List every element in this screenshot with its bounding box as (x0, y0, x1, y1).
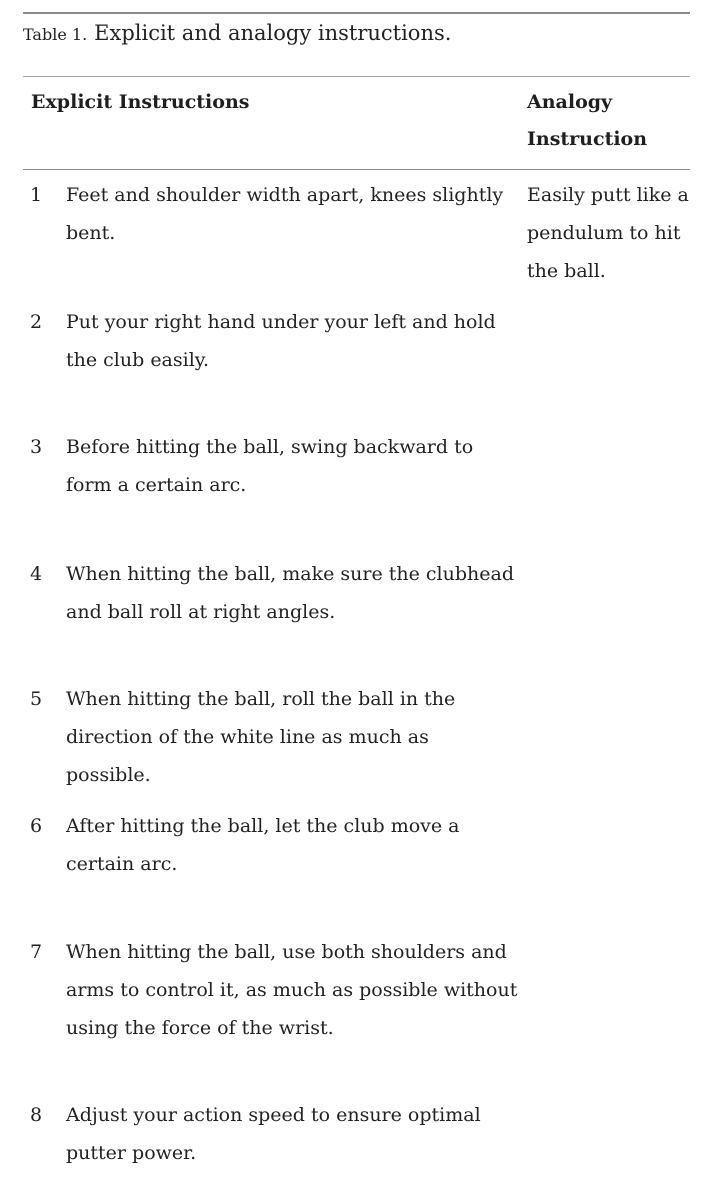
row-number: 2 (30, 311, 43, 333)
row-number: 4 (30, 563, 43, 585)
table-header-rule (23, 76, 690, 77)
row-explicit-instruction: Feet and shoulder width apart, knees slightly bent. (66, 184, 504, 244)
row-explicit-instruction: When hitting the ball, use both shoulders and arms to control it, as much as possible without using the force of the wrist. (66, 941, 518, 1039)
row-explicit-instruction: After hitting the ball, let the club move a certain arc. (66, 815, 460, 875)
row-number: 8 (30, 1104, 43, 1126)
row-explicit-instruction: When hitting the ball, roll the ball in the direction of the white line as much as possible. (66, 688, 456, 786)
table-top-rule (23, 12, 690, 14)
table-caption-text: Explicit and analogy instructions. (94, 21, 452, 45)
row-number: 7 (30, 941, 43, 963)
table-caption-label: Table 1. (23, 25, 88, 44)
table-body-rule (23, 169, 690, 170)
table-caption (23, 18, 451, 50)
row-number: 3 (30, 436, 43, 458)
row-number: 1 (30, 184, 43, 206)
row-analogy-instruction: Easily putt like a pendulum to hit the ball. (527, 184, 689, 282)
row-explicit-instruction: Adjust your action speed to ensure optimal putter power. (66, 1104, 481, 1164)
row-explicit-instruction: Put your right hand under your left and hold the club easily. (66, 311, 496, 371)
row-explicit-instruction: Before hitting the ball, swing backward to form a certain arc. (66, 436, 474, 496)
row-number: 5 (30, 688, 43, 710)
column-header-explicit: Explicit Instructions (31, 91, 250, 113)
row-explicit-instruction: When hitting the ball, make sure the clubhead and ball roll at right angles. (66, 563, 515, 623)
row-number: 6 (30, 815, 43, 837)
column-header-analogy: Analogy Instruction (527, 91, 648, 150)
